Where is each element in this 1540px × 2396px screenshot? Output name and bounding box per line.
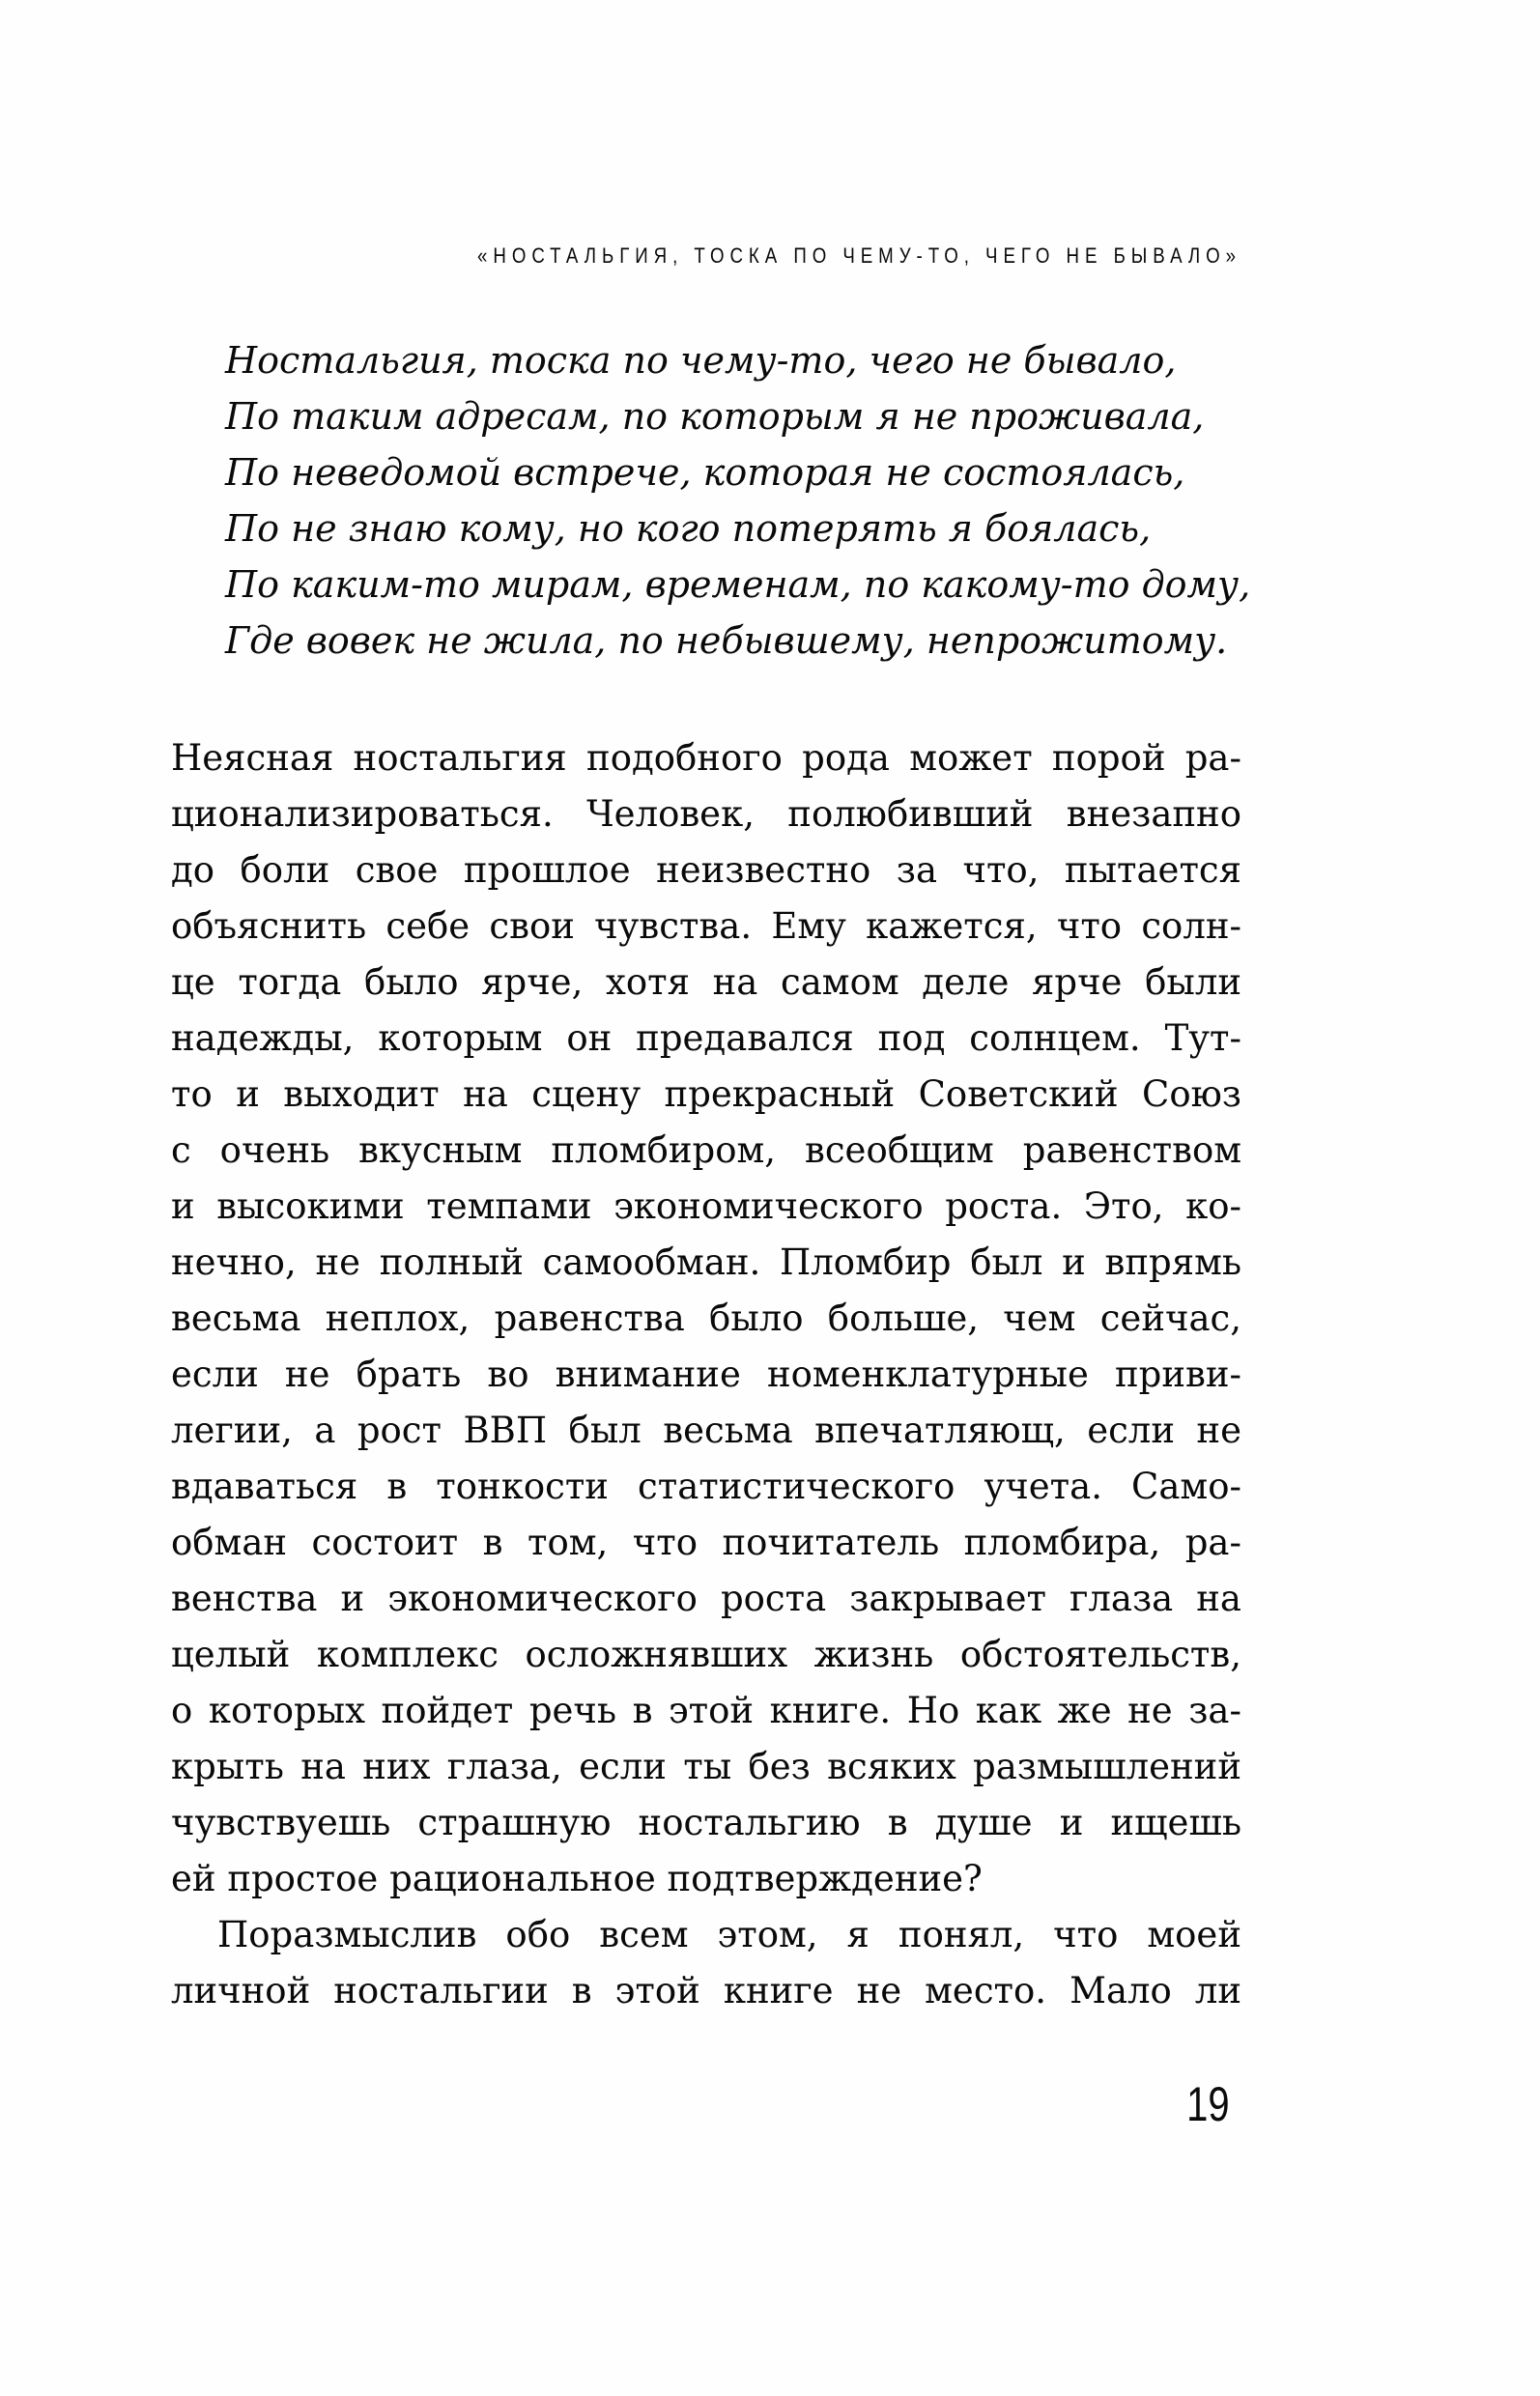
poem-line: По каким-то мирам, временам, по какому-то дому, xyxy=(225,563,1251,606)
text-line: о которых пойдет речь в этой книге. Но как же не за- xyxy=(171,1690,1241,1731)
text-line: вдаваться в тонкости статистического учета. Само- xyxy=(171,1466,1241,1507)
text-line: с очень вкусным пломбиром, всеобщим равенством xyxy=(171,1129,1241,1171)
text-line: Поразмыслив обо всем этом, я понял, что моей xyxy=(217,1914,1241,1955)
text-line: Неясная ностальгия подобного рода может порой ра- xyxy=(171,737,1241,779)
poem-line: По неведомой встрече, которая не состоялась, xyxy=(225,451,1185,494)
poem-line: По не знаю кому, но кого потерять я боялась, xyxy=(225,507,1152,550)
text-line: то и выходит на сцену прекрасный Советский Союз xyxy=(171,1073,1241,1115)
text-line: весьма неплох, равенства было больше, чем сейчас, xyxy=(171,1298,1241,1339)
text-line: ей простое рациональное подтверждение? xyxy=(171,1858,983,1899)
text-line: целый комплекс осложнявших жизнь обстоятельств, xyxy=(171,1634,1241,1675)
poem-line: Ностальгия, тоска по чему-то, чего не бывало, xyxy=(225,339,1177,382)
text-line: обман состоит в том, что почитатель пломбира, ра- xyxy=(171,1522,1241,1563)
text-line: венства и экономического роста закрывает глаза на xyxy=(171,1578,1241,1619)
text-line: если не брать во внимание номенклатурные приви- xyxy=(171,1354,1241,1395)
poem-line: Где вовек не жила, по небывшему, непрожитому. xyxy=(225,619,1228,662)
text-line: надежды, которым он предавался под солнцем. Тут- xyxy=(171,1017,1241,1059)
page-number: 19 xyxy=(1186,2077,1230,2131)
text-line: нечно, не полный самообман. Пломбир был и впрямь xyxy=(171,1241,1241,1283)
text-line: легии, а рост ВВП был весьма впечатляющ, если не xyxy=(171,1410,1241,1451)
running-header: «НОСТАЛЬГИЯ, ТОСКА ПО ЧЕМУ-ТО, ЧЕГО НЕ БЫВАЛО» xyxy=(477,243,1241,268)
text-line: ционализироваться. Человек, полюбивший внезапно xyxy=(171,793,1241,835)
text-line: крыть на них глаза, если ты без всяких размышлений xyxy=(171,1746,1241,1787)
text-line: це тогда было ярче, хотя на самом деле ярче были xyxy=(171,961,1241,1003)
paragraph xyxy=(171,730,1241,1907)
text-line: до боли свое прошлое неизвестно за что, пытается xyxy=(171,849,1241,891)
body-text xyxy=(171,730,1241,2019)
text-line: личной ностальгии в этой книге не место. Мало ли xyxy=(171,1970,1241,2011)
epigraph-poem xyxy=(225,332,1288,669)
paragraph xyxy=(171,1907,1241,2019)
text-line: объяснить себе свои чувства. Ему кажется, что солн- xyxy=(171,905,1241,947)
text-line: и высокими темпами экономического роста. Это, ко- xyxy=(171,1185,1241,1227)
text-line: чувствуешь страшную ностальгию в душе и ищешь xyxy=(171,1802,1241,1843)
poem-line: По таким адресам, по которым я не проживала, xyxy=(225,395,1205,438)
